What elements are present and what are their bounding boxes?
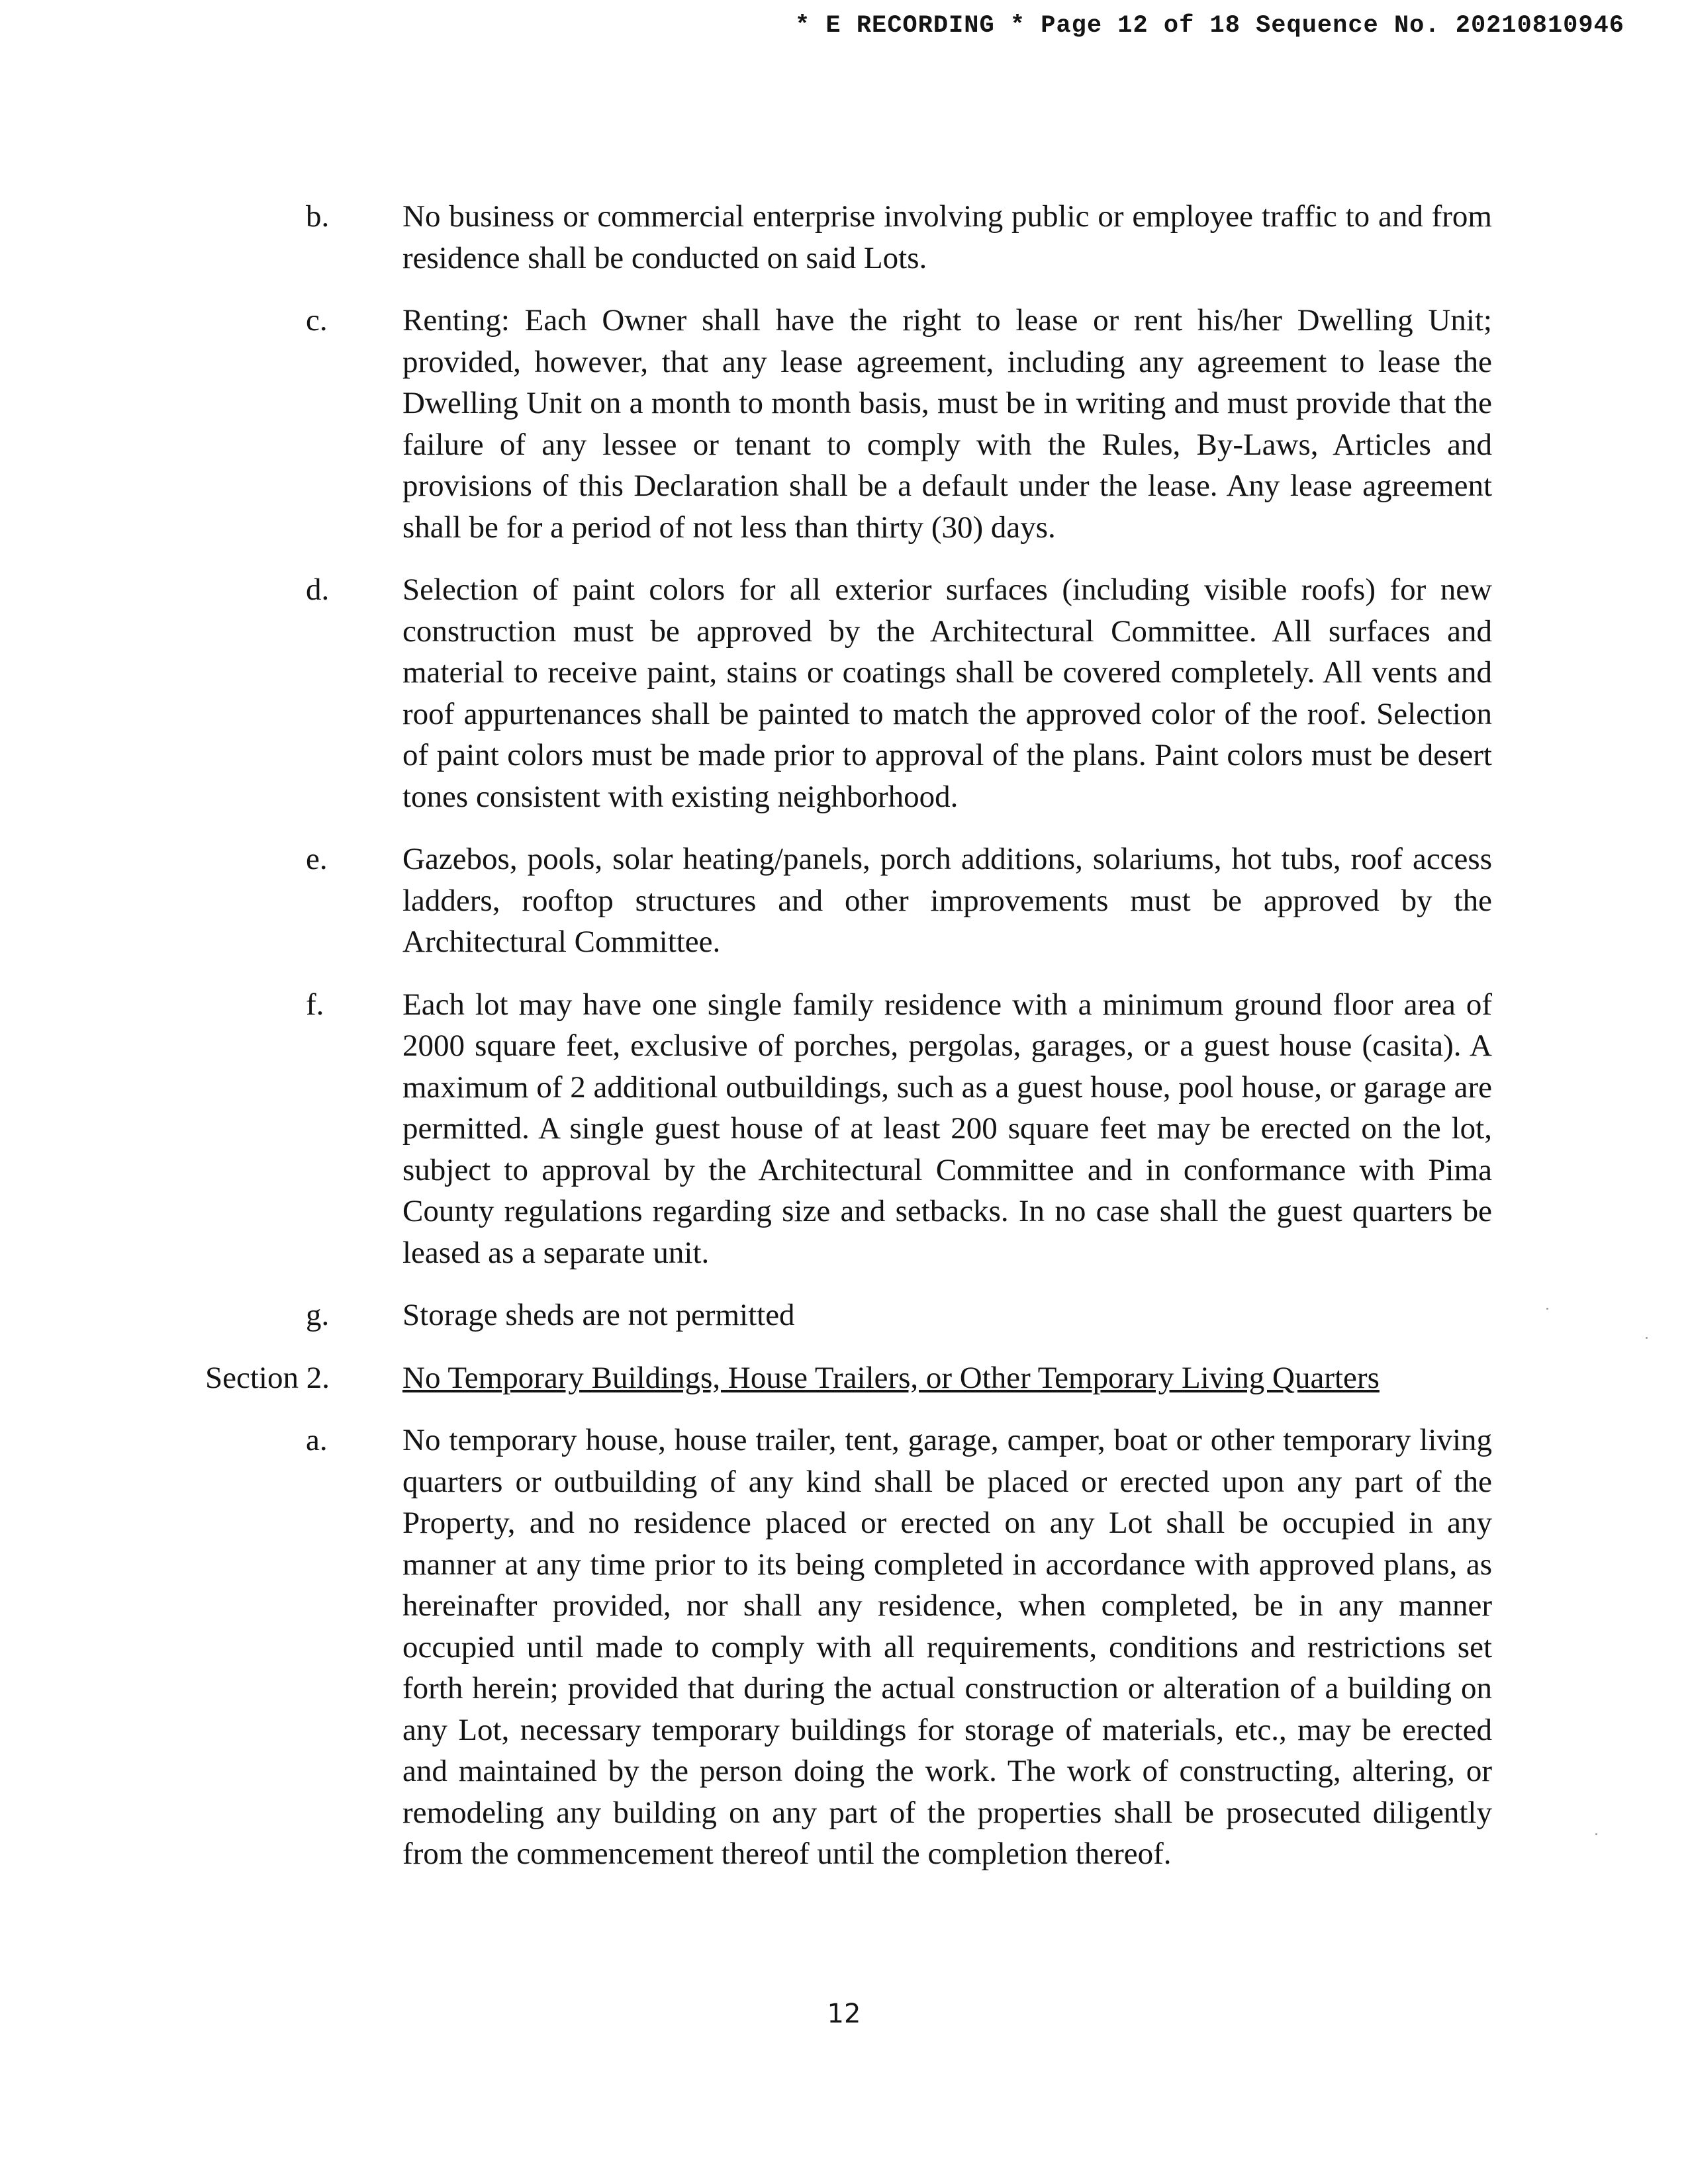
item-label: f. bbox=[306, 987, 324, 1022]
list-item-f bbox=[192, 984, 1516, 1274]
scan-speck bbox=[1595, 1833, 1597, 1835]
scan-speck bbox=[1546, 1308, 1548, 1310]
document-body bbox=[192, 196, 1516, 1896]
item-label: c. bbox=[306, 303, 328, 338]
item-text: No temporary house, house trailer, tent, garage, camper, boat or other temporary living quarters or outbuilding of any kind shall be placed or erected upon any part of the Property, and no residence placed or erected on any Lot shall be occupied in any manner at any time prior to its being completed in accordance with approved plans, as hereinafter provided, nor shall any residence, when completed, be in any manner occupied until made to comply with all requirements, conditions and restrictions set forth herein; provided that during the actual construction or alteration of a building on any Lot, necessary temporary buildings for storage of materials, etc., may be erected and maintained by the person doing the work. The work of constructing, altering, or remodeling any building on any part of the properties shall be prosecuted diligently from the commencement thereof until the completion thereof. bbox=[402, 1423, 1492, 1871]
list-item-b bbox=[192, 196, 1516, 279]
item-text: No business or commercial enterprise involving public or employee traffic to and from residence shall be conducted on said Lots. bbox=[402, 199, 1492, 275]
section-label: Section 2. bbox=[205, 1360, 330, 1395]
list-item-e bbox=[192, 839, 1516, 963]
scan-speck bbox=[1646, 1337, 1648, 1339]
item-label: d. bbox=[306, 572, 330, 607]
section-heading: No Temporary Buildings, House Trailers, or Other Temporary Living Quarters bbox=[402, 1360, 1380, 1395]
section-2-item-a bbox=[192, 1420, 1516, 1875]
item-label: e. bbox=[306, 842, 328, 876]
item-label: a. bbox=[306, 1423, 328, 1457]
section-2-heading-row bbox=[192, 1357, 1516, 1399]
item-text: Each lot may have one single family residence with a minimum ground floor area of 2000 square feet, exclusive of porches, pergolas, garages, or a guest house (casita). A maximum of 2 additional outbuildings, such as a guest house, pool house, or garage are permitted. A single guest house of at least 200 square feet may be erected on the lot, subject to approval by the Architectural Committee and in conformance with Pima County regulations regarding size and setbacks. In no case shall the guest quarters be leased as a separate unit. bbox=[402, 987, 1492, 1270]
page-number: 12 bbox=[827, 1999, 861, 2029]
list-item-d bbox=[192, 569, 1516, 817]
list-item-c bbox=[192, 300, 1516, 548]
item-label: g. bbox=[306, 1298, 330, 1332]
list-item-g bbox=[192, 1295, 1516, 1336]
item-label: b. bbox=[306, 199, 330, 234]
item-text: Gazebos, pools, solar heating/panels, porch additions, solariums, hot tubs, roof access ladders, rooftop structures and other improvements must be approved by the Architectural Committee. bbox=[402, 842, 1492, 959]
item-text: Storage sheds are not permitted bbox=[402, 1298, 795, 1332]
item-text: Selection of paint colors for all exterior surfaces (including visible roofs) for new construction must be approved by the Architectural Committee. All surfaces and material to receive paint, stains or coatings shall be covered completely. All vents and roof appurtenances shall be painted to match the approved color of the roof. Selection of paint colors must be made prior to approval of the plans. Paint colors must be desert tones consistent with existing neighborhood. bbox=[402, 572, 1492, 814]
item-text: Renting: Each Owner shall have the right to lease or rent his/her Dwelling Unit; provided, however, that any lease agreement, including any agreement to lease the Dwelling Unit on a month to month basis, must be in writing and must provide that the failure of any lessee or tenant to comply with the Rules, By-Laws, Articles and provisions of this Declaration shall be a default under the lease. Any lease agreement shall be for a period of not less than thirty (30) days. bbox=[402, 303, 1492, 545]
recording-header: * E RECORDING * Page 12 of 18 Sequence No. 20210810946 bbox=[795, 12, 1624, 40]
